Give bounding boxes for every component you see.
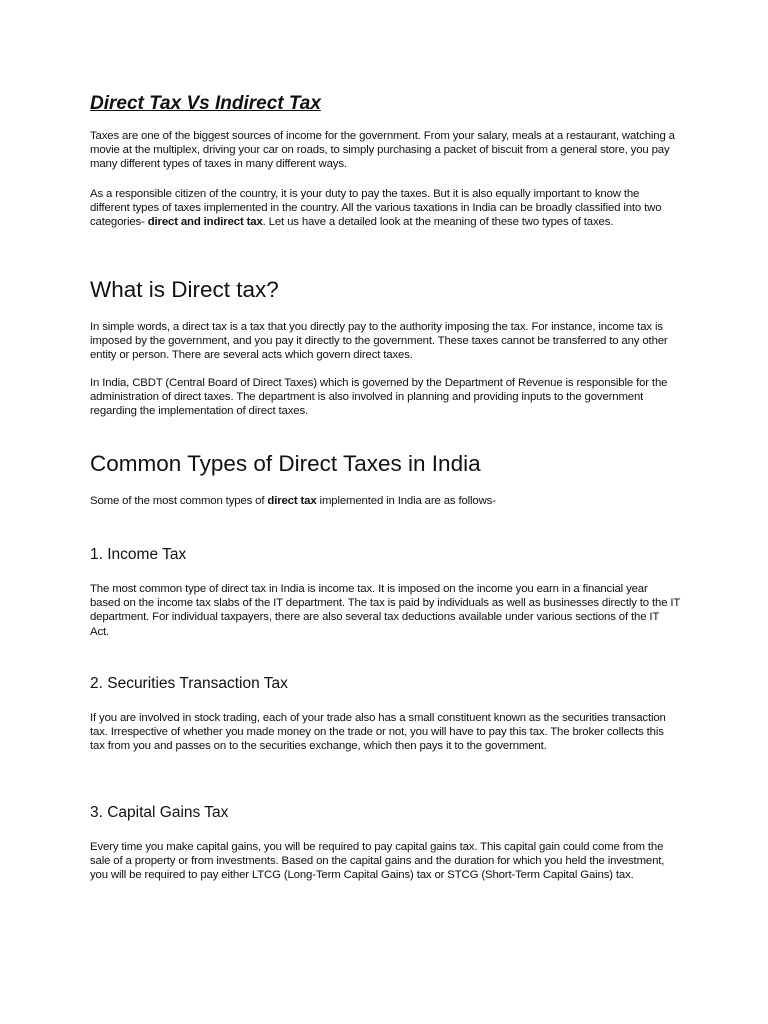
common-types-intro-text: Some of the most common types of bbox=[90, 495, 268, 507]
intro-paragraph-2-text: As a responsible citizen of the country, it is your duty to pay the taxes. But it is also equally important to know the different types of taxes implemented in the country. All the various taxations in India can be broadly classified into two categories- bbox=[90, 188, 662, 229]
capital-gains-tax-paragraph: Every time you make capital gains, you will be required to pay capital gains tax. This capital gain could come from the sale of a property or from investments. Based on the capital gains and the duration for which you held the investment, you will be required to pay either LTCG (Long-Term Capital Gains) tax or STCG (Short-Term Capital Gains) tax. bbox=[90, 841, 665, 882]
securities-tax-paragraph: If you are involved in stock trading, each of your trade also has a small constituent known as the securities transaction tax. Irrespective of whether you made money on the trade or not, you will have to pay this tax. The broker collects this tax from you and passes on to the securities exchange, which then pays it to the government. bbox=[90, 712, 666, 753]
document-title: Direct Tax Vs Indirect Tax bbox=[90, 93, 321, 114]
common-types-intro-text-end: implemented in India are as follows- bbox=[316, 495, 496, 507]
heading-what-is-direct-tax: What is Direct tax? bbox=[90, 277, 279, 302]
intro-paragraph-1: Taxes are one of the biggest sources of income for the government. From your salary, meals at a restaurant, watching a movie at the multiplex, driving your car on roads, to simply purchasing a packet of biscuit from a general store, you pay many different types of taxes in many different ways. bbox=[90, 130, 675, 171]
direct-tax-paragraph-2: In India, CBDT (Central Board of Direct Taxes) which is governed by the Department of Revenue is responsible for the administration of direct taxes. The department is also involved in planning and providing inputs to the government regarding the implementation of direct taxes. bbox=[90, 377, 668, 418]
heading-securities-transaction-tax: 2. Securities Transaction Tax bbox=[90, 675, 288, 692]
intro-paragraph-2-bold: direct and indirect tax bbox=[147, 216, 263, 229]
intro-paragraph-2 bbox=[90, 187, 680, 230]
direct-tax-paragraph-1: In simple words, a direct tax is a tax that you directly pay to the authority imposing the tax. For instance, income tax is imposed by the government, and you pay it directly to the government. These taxes cannot be transferred to any other entity or person. There are several acts which govern direct taxes. bbox=[90, 321, 668, 362]
intro-paragraph-2-text-end: . Let us have a detailed look at the meaning of these two types of taxes. bbox=[262, 216, 614, 229]
heading-capital-gains-tax: 3. Capital Gains Tax bbox=[90, 804, 229, 821]
heading-common-types: Common Types of Direct Taxes in India bbox=[90, 451, 481, 476]
heading-income-tax: 1. Income Tax bbox=[90, 546, 187, 563]
income-tax-paragraph: The most common type of direct tax in India is income tax. It is imposed on the income you earn in a financial year based on the income tax slabs of the IT department. The tax is paid by individuals as well as businesses directly to the IT department. For individual taxpayers, there are also several tax deductions available under various sections of the IT Act. bbox=[90, 583, 681, 638]
common-types-intro bbox=[90, 494, 680, 508]
common-types-intro-bold: direct tax bbox=[267, 495, 317, 507]
